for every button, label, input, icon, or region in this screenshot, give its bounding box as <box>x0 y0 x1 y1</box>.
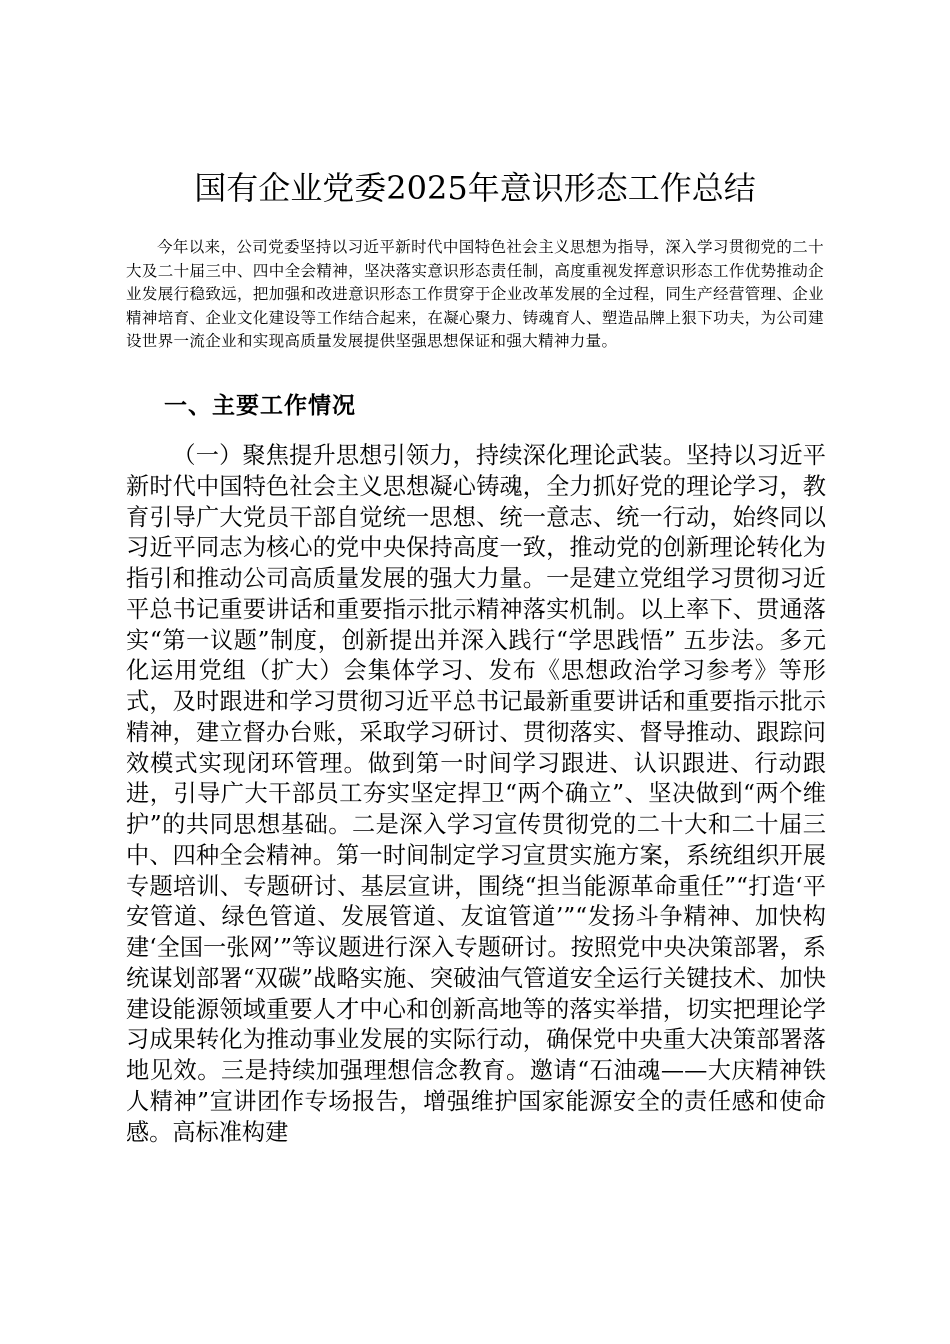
document-title: 国有企业党委2025年意识形态工作总结 <box>194 169 756 207</box>
body-paragraph: （一）聚焦提升思想引领力，持续深化理论武装。坚持以习近平新时代中国特色社会主义思想凝心铸魂，全力抓好党的理论学习，教育引导广大党员干部自觉统一思想、统一意志、统一行动，始终同以习近平同志为核心的党中央保持高度一致，推动党的创新理论转化为指引和推动公司高质量发展的强大力量。一是建立党组学习贯彻习近平总书记重要讲话和重要指示批示精神落实机制。以上率下、贯通落实“第一议题”制度，创新提出并深入践行“学思践悟” 五步法。多元化运用党组（扩大）会集体学习、发布《思想政治学习参考》等形式，及时跟进和学习贯彻习近平总书记最新重要讲话和重要指示批示精神，建立督办台账，采取学习研讨、贯彻落实、督导推动、跟踪问效模式实现闭环管理。做到第一时间学习跟进、认识跟进、行动跟进，引导广大干部员工夯实坚定捍卫“两个确立”、坚决做到“两个维护”的共同思想基础。二是深入学习宣传贯彻党的二十大和二十届三中、四种全会精神。第一时间制定学习宣贯实施方案，系统组织开展专题培训、专题研讨、基层宣讲，围绕“担当能源革命重任”“打造‘平安管道、绿色管道、发展管道、友谊管道’”“发扬斗争精神、加快构建‘全国一张网’”等议题进行深入专题研讨。按照党中央决策部署，系统谋划部署“双碳”战略实施、突破油气管道安全运行关键技术、加快建设能源领域重要人才中心和创新高地等的落实举措，切实把理论学习成果转化为推动事业发展的实际行动，确保党中央重大决策部署落地见效。三是持续加强理想信念教育。邀请“石油魂——大庆精神铁人精神”宣讲团作专场报告，增强维护国家能源安全的责任感和使命感。高标准构建 <box>126 442 826 1146</box>
section-heading: 一、主要工作情况 <box>164 392 356 419</box>
intro-paragraph: 今年以来，公司党委坚持以习近平新时代中国特色社会主义思想为指导，深入学习贯彻党的二十大及二十届三中、四中全会精神，坚决落实意识形态责任制，高度重视发挥意识形态工作优势推动企业发展行稳致远，把加强和改进意识形态工作贯穿于企业改革发展的全过程，同生产经营管理、企业精神培育、企业文化建设等工作结合起来，在凝心聚力、铸魂育人、塑造品牌上狠下功夫，为公司建设世界一流企业和实现高质量发展提供坚强思想保证和强大精神力量。 <box>126 238 824 350</box>
